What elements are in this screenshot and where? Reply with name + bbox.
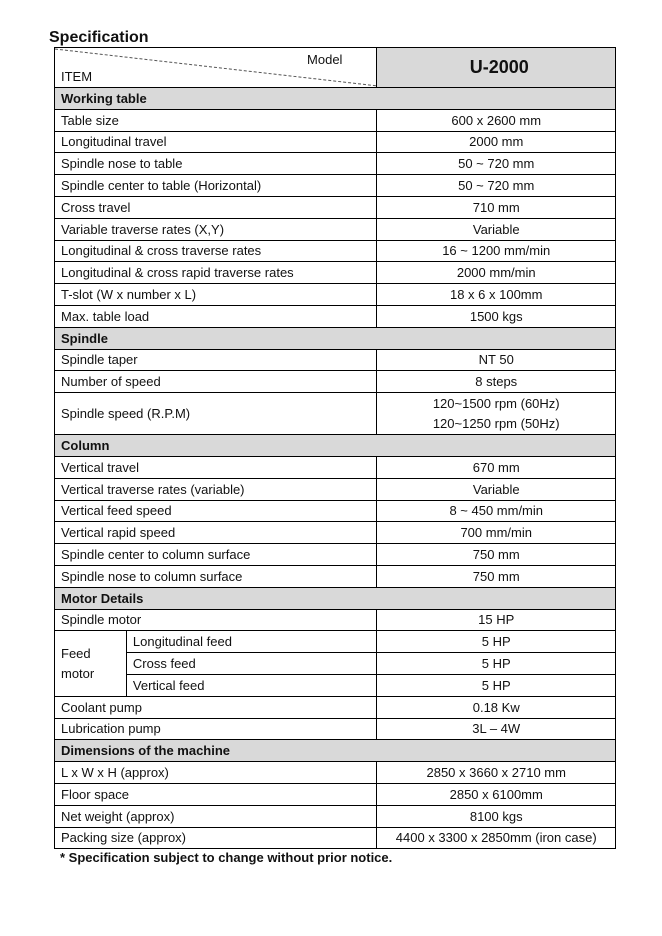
row-label: Vertical feed speed xyxy=(55,500,377,522)
row-label: Vertical rapid speed xyxy=(55,522,377,544)
table-row xyxy=(55,284,616,306)
table-row xyxy=(55,305,616,327)
spindle-speed-50hz: 120~1250 rpm (50Hz) xyxy=(432,415,560,431)
table-row xyxy=(55,631,616,653)
table-row xyxy=(55,674,616,696)
row-label: Packing size (approx) xyxy=(55,827,377,849)
row-value: 16 ~ 1200 mm/min xyxy=(377,240,616,262)
row-value: 8 ~ 450 mm/min xyxy=(377,500,616,522)
row-label: Floor space xyxy=(55,783,377,805)
row-value: 710 mm xyxy=(377,196,616,218)
spindle-speed-60hz: 120~1500 rpm (60Hz) xyxy=(432,395,560,411)
row-label: Spindle center to table (Horizontal) xyxy=(55,175,377,197)
model-name: U-2000 xyxy=(377,48,616,88)
table-row xyxy=(55,196,616,218)
row-label: L x W x H (approx) xyxy=(55,762,377,784)
row-label: Vertical feed xyxy=(126,674,377,696)
section-header xyxy=(55,88,616,110)
table-header-row xyxy=(55,48,616,88)
table-row xyxy=(55,240,616,262)
row-label: Longitudinal & cross rapid traverse rates xyxy=(55,262,377,284)
row-label: Coolant pump xyxy=(55,696,377,718)
section-motor-details: Motor Details xyxy=(55,587,616,609)
table-row xyxy=(55,718,616,740)
table-row xyxy=(55,544,616,566)
row-value: 2000 mm/min xyxy=(377,262,616,284)
section-header xyxy=(55,327,616,349)
row-label: Longitudinal & cross traverse rates xyxy=(55,240,377,262)
row-value: 2850 x 6100mm xyxy=(377,783,616,805)
row-label: Cross feed xyxy=(126,653,377,675)
table-row xyxy=(55,153,616,175)
row-value: 0.18 Kw xyxy=(377,696,616,718)
table-row xyxy=(55,262,616,284)
spec-table xyxy=(54,47,616,849)
item-model-header xyxy=(55,48,377,88)
row-label: Spindle nose to table xyxy=(55,153,377,175)
row-value: 2850 x 3660 x 2710 mm xyxy=(377,762,616,784)
row-value: 3L – 4W xyxy=(377,718,616,740)
row-label: Spindle center to column surface xyxy=(55,544,377,566)
table-row xyxy=(55,696,616,718)
table-row xyxy=(55,783,616,805)
row-label: Max. table load xyxy=(55,305,377,327)
table-row xyxy=(55,393,616,435)
feed-motor-label xyxy=(55,631,127,696)
row-value: 2000 mm xyxy=(377,131,616,153)
item-label: ITEM xyxy=(61,69,93,84)
row-label: Longitudinal feed xyxy=(126,631,377,653)
footnote: * Specification subject to change without prior notice. xyxy=(60,850,393,865)
row-value: Variable xyxy=(377,218,616,240)
table-row xyxy=(55,371,616,393)
row-label: Variable traverse rates (X,Y) xyxy=(55,218,377,240)
row-label: Table size xyxy=(55,109,377,131)
table-row xyxy=(55,131,616,153)
row-value: 4400 x 3300 x 2850mm (iron case) xyxy=(377,827,616,849)
row-value: 670 mm xyxy=(377,456,616,478)
table-row xyxy=(55,456,616,478)
table-row xyxy=(55,349,616,371)
row-value xyxy=(377,393,616,435)
row-value: 5 HP xyxy=(377,674,616,696)
row-value: 1500 kgs xyxy=(377,305,616,327)
row-value: 5 HP xyxy=(377,631,616,653)
row-value: 750 mm xyxy=(377,565,616,587)
row-label: Spindle speed (R.P.M) xyxy=(55,393,377,435)
row-label: Spindle taper xyxy=(55,349,377,371)
row-label: Number of speed xyxy=(55,371,377,393)
table-row xyxy=(55,762,616,784)
row-label: Longitudinal travel xyxy=(55,131,377,153)
row-value: 8 steps xyxy=(377,371,616,393)
row-value: 700 mm/min xyxy=(377,522,616,544)
row-value: 18 x 6 x 100mm xyxy=(377,284,616,306)
section-column: Column xyxy=(55,435,616,457)
row-value: 5 HP xyxy=(377,653,616,675)
section-header xyxy=(55,587,616,609)
row-value: 600 x 2600 mm xyxy=(377,109,616,131)
table-row xyxy=(55,478,616,500)
section-working-table: Working table xyxy=(55,88,616,110)
feed-motor-line-2: motor xyxy=(61,665,95,681)
table-row xyxy=(55,827,616,849)
table-row xyxy=(55,522,616,544)
row-value: 15 HP xyxy=(377,609,616,631)
table-row xyxy=(55,805,616,827)
row-label: T-slot (W x number x L) xyxy=(55,284,377,306)
row-label: Vertical traverse rates (variable) xyxy=(55,478,377,500)
row-label: Spindle nose to column surface xyxy=(55,565,377,587)
row-value: 750 mm xyxy=(377,544,616,566)
row-label: Cross travel xyxy=(55,196,377,218)
row-label: Vertical travel xyxy=(55,456,377,478)
table-row xyxy=(55,218,616,240)
row-value: 50 ~ 720 mm xyxy=(377,175,616,197)
page-title: Specification xyxy=(49,29,149,46)
row-label: Spindle motor xyxy=(55,609,377,631)
row-label: Lubrication pump xyxy=(55,718,377,740)
row-value: Variable xyxy=(377,478,616,500)
row-value: 8100 kgs xyxy=(377,805,616,827)
feed-motor-line-1: Feed xyxy=(61,645,91,661)
table-row xyxy=(55,109,616,131)
table-row xyxy=(55,653,616,675)
section-header xyxy=(55,435,616,457)
table-row xyxy=(55,175,616,197)
table-row xyxy=(55,565,616,587)
table-row xyxy=(55,609,616,631)
section-spindle: Spindle xyxy=(55,327,616,349)
section-header xyxy=(55,740,616,762)
row-value: NT 50 xyxy=(377,349,616,371)
table-row xyxy=(55,500,616,522)
row-label: Net weight (approx) xyxy=(55,805,377,827)
section-dimensions: Dimensions of the machine xyxy=(55,740,616,762)
model-label: Model xyxy=(307,52,343,67)
row-value: 50 ~ 720 mm xyxy=(377,153,616,175)
